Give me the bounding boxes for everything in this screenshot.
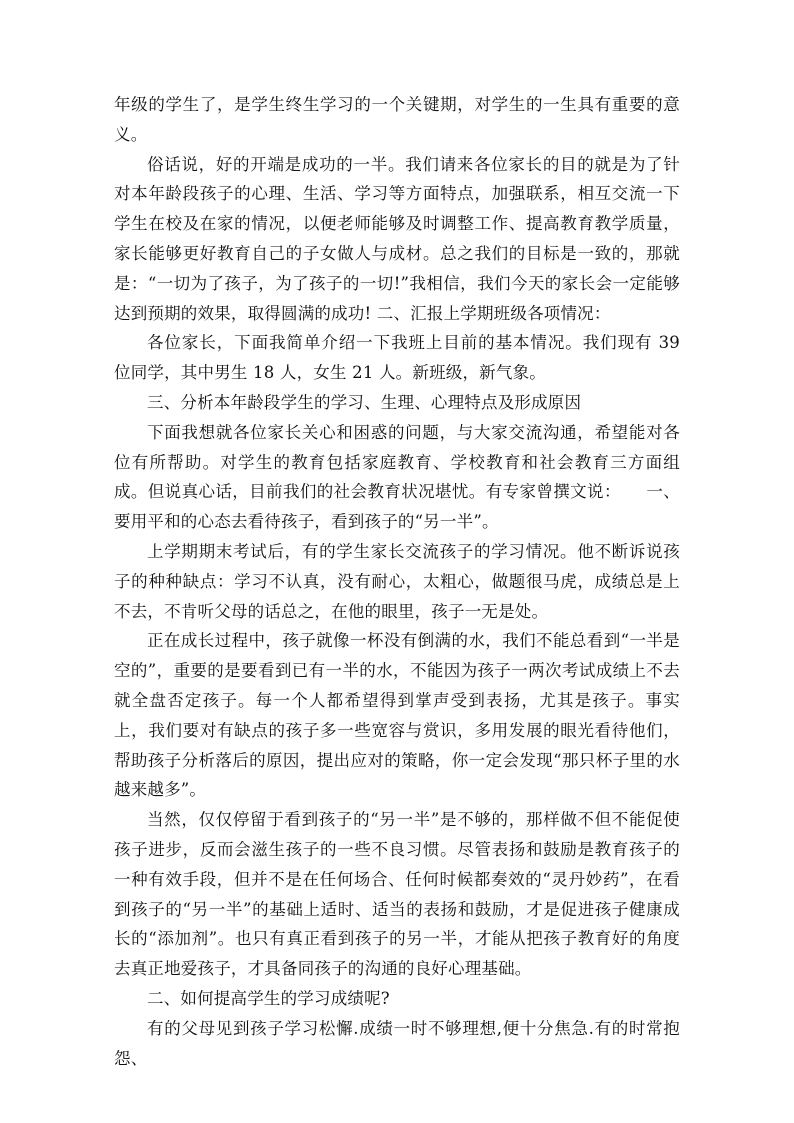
- paragraph-continuation: 年级的学生了，是学生终生学习的一个关键期，对学生的一生具有重要的意义。: [114, 95, 680, 144]
- section-heading-improve-grades: 二、如何提高学生的学习成绩呢?: [147, 988, 390, 1008]
- paragraph-class-status: 各位家长，下面我简单介绍一下我班上目前的基本情况。我们现有 39 位同学，其中男生 18 人，女生 21 人。新班级，新气象。: [114, 333, 680, 383]
- paragraph-praise: 当然，仅仅停留于看到孩子的“另一半”是不够的，那样做不但不能促使孩子进步，反而会滋生孩子的一些不良习惯。尽管表扬和鼓励是教育孩子的一种有效手段，但并不是在任何场合、任何时候都奏效的“灵丹妙药”，在看到孩子的“另一半”的基础上适时、适当的表扬和鼓励，才是促进孩子健康成长的“添加剂”。也只有真正看到孩子的另一半，才能从把孩子教育好的角度去真正地爱孩子，才具备同孩子的沟通的良好心理基础。: [114, 810, 680, 979]
- paragraph-concerns: 下面我想就各位家长关心和困惑的问题，与大家交流沟通，希望能对各位有所帮助。对学生的教育包括家庭教育、学校教育和社会教育三方面组成。但说真心话，目前我们的社会教育状况堪忧。有专家曾撰文说： 一、要用平和的心态去看待孩子，看到孩子的“另一半”。: [114, 422, 680, 532]
- paragraph-opening-purpose: 俗话说，好的开端是成功的一半。我们请来各位家长的目的就是为了针对本年龄段孩子的心理、生活、学习等方面特点，加强联系，相互交流一下学生在校及在家的情况，以便老师能够及时调整工作、提高教育教学质量，家长能够更好教育自己的子女做人与成材。总之我们的目标是一致的，那就是：“一切为了孩子，为了孩子的一切!”我相信，我们今天的家长会一定能够达到预期的效果，取得圆满的成功! 二、汇报上学期班级各项情况：: [114, 154, 680, 323]
- section-heading-three: 三、分析本年龄段学生的学习、生理、心理特点及形成原因: [147, 392, 582, 412]
- document-body: [114, 90, 680, 1073]
- paragraph-exam-feedback: 上学期期末考试后，有的学生家长交流孩子的学习情况。他不断诉说孩子的种种缺点：学习不认真，没有耐心，太粗心，做题很马虎，成绩总是上不去，不肯听父母的话总之，在他的眼里，孩子一无是处。: [114, 541, 680, 621]
- paragraph-half-cup: 正在成长过程中，孩子就像一杯没有倒满的水，我们不能总看到“一半是空的”，重要的是要看到已有一半的水，不能因为孩子一两次考试成绩上不去就全盘否定孩子。每一个人都希望得到掌声受到表扬，尤其是孩子。事实上，我们要对有缺点的孩子多一些宽容与赏识，多用发展的眼光看待他们，帮助孩子分析落后的原因，提出应对的策略，你一定会发现“那只杯子里的水越来越多”。: [114, 631, 680, 800]
- paragraph-parents-anxiety: 有的父母见到孩子学习松懈.成绩一时不够理想,便十分焦急.有的时常抱怨、: [114, 1018, 680, 1068]
